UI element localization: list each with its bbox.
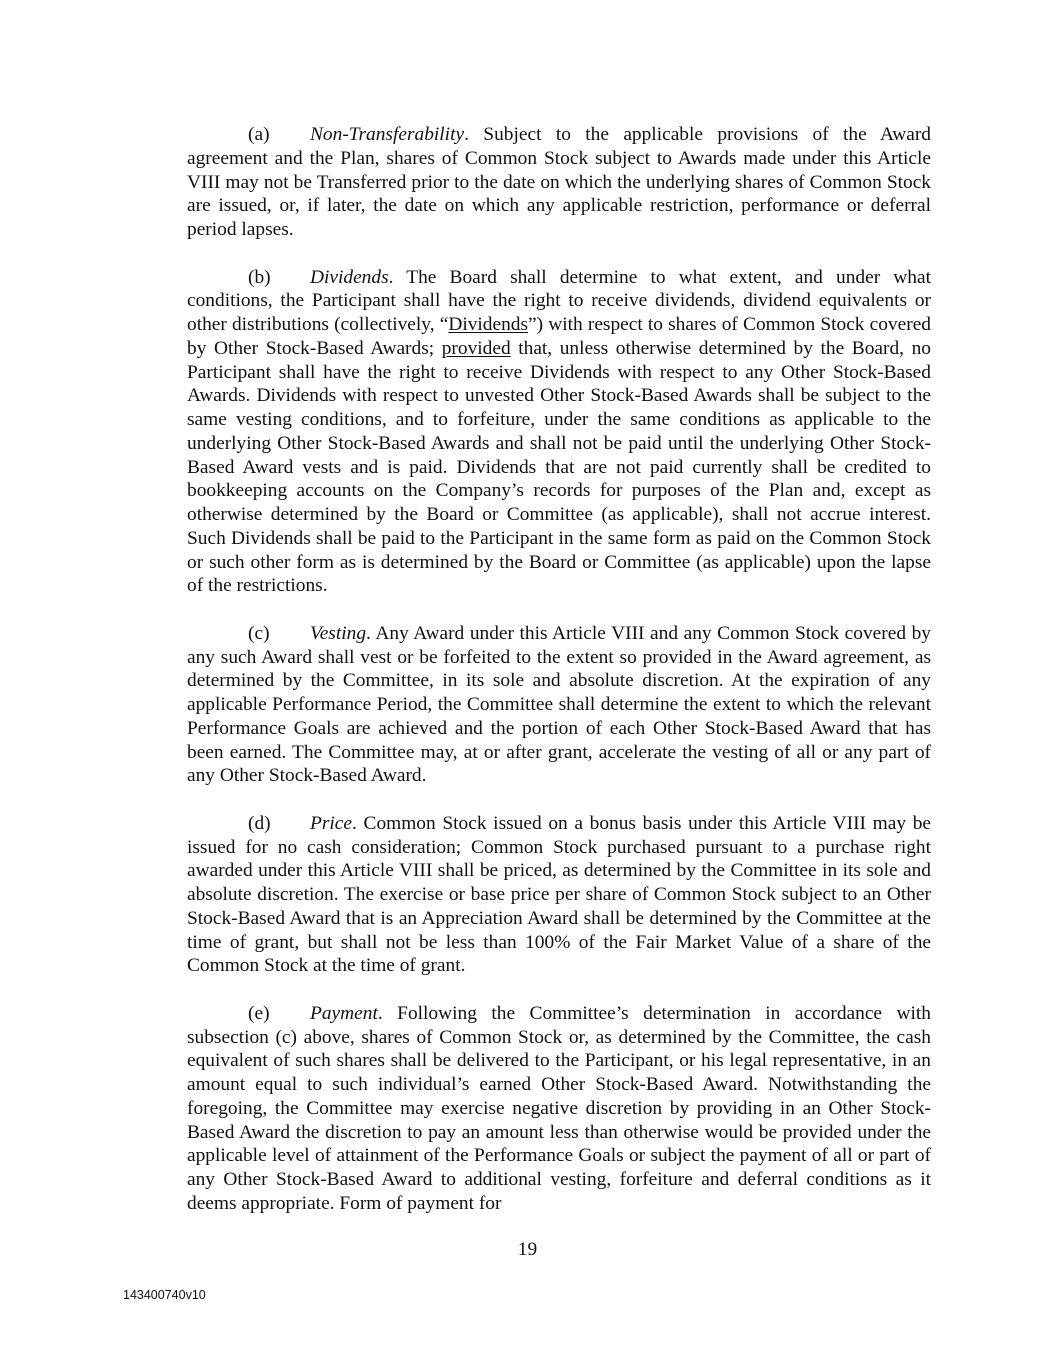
paragraph-non-transferability: (a) Non-Transferability. Subject to the applicable provisions of the Award agreement and the Plan, shares of Common Stock subject to Awards made under this Article VIII may not be Transferred prior to the date on which the underlying shares of Common Stock are issued, or, if later, the date on which any applicable restriction, performance or deferral period lapses. <box>187 124 931 240</box>
paragraph-text: Common Stock issued on a bonus basis under this Article VIII may be issued for no cash consideration; Common Stock purchased pursuant to a purchase right awarded under this Article VIII shall be priced, as determined by the Committee in its sole and absolute discretion. The exercise or base price per share of Common Stock subject to an Other Stock-Based Award that is an Appreciation Award shall be determined by the Committee at the time of grant, but shall not be less than 100% of the Fair Market Value of a share of the Common Stock at the time of grant. <box>187 812 932 977</box>
paragraph-label: (d) <box>248 812 271 834</box>
paragraph-text-part-1: The Board shall determine to what extent, and under what conditions, the Participant shall have the right to receive dividends, dividend equivalents or other distributions (collectively, “ <box>187 266 931 335</box>
paragraph-title: Non-Transferability <box>310 124 465 145</box>
paragraph-vesting: (c) Vesting. Any Award under this Article VIII and any Common Stock covered by any such Award shall vest or be forfeited to the extent so provided in the Award agreement, as determined by the Committee, in its sole and absolute discretion. At the expiration of any applicable Performance Period, the Committee shall determine the extent to which the relevant Performance Goals are achieved and the portion of each Other Stock-Based Award that has been earned. The Committee may, at or after grant, accelerate the vesting of all or any part of any Other Stock-Based Award. <box>187 622 931 787</box>
paragraph-label: (e) <box>248 1002 270 1024</box>
defined-term-dividends: Dividends <box>448 314 529 335</box>
paragraph-price: (d) Price. Common Stock issued on a bonus basis under this Article VIII may be issued for no cash consideration; Common Stock purchased pursuant to a purchase right awarded under this Article VIII shall be priced, as determined by the Committee in its sole and absolute discretion. The exercise or base price per share of Common Stock subject to an Other Stock-Based Award that is an Appreciation Award shall be determined by the Committee at the time of grant, but shall not be less than 100% of the Fair Market Value of a share of the Common Stock at the time of grant. <box>187 812 932 977</box>
paragraph-text: Subject to the applicable provisions of the Award agreement and the Plan, shares of Common Stock subject to Awards made under this Article VIII may not be Transferred prior to the date on which the underlying shares of Common Stock are issued, or, if later, the date on which any applicable restriction, performance or deferral period lapses. <box>187 124 931 240</box>
document-id: 143400740v10 <box>123 1288 206 1302</box>
paragraph-label: (c) <box>248 622 270 644</box>
document-body <box>187 123 931 1239</box>
paragraph-payment: (e) Payment. Following the Committee’s determination in accordance with subsection (c) above, shares of Common Stock or, as determined by the Committee, the cash equivalent of such shares shall be delivered to the Participant, or his legal representative, in an amount equal to such individual’s earned Other Stock-Based Award. Notwithstanding the foregoing, the Committee may exercise negative discretion by providing in an Other Stock-Based Award the discretion to pay an amount less than otherwise would be provided under the applicable level of attainment of the Performance Goals or subject the payment of all or part of any Other Stock-Based Award to additional vesting, forfeiture and deferral conditions as it deems appropriate. Form of payment for <box>187 1002 931 1214</box>
proviso-term: provided <box>441 337 511 359</box>
paragraph-title: Price <box>310 812 352 834</box>
paragraph-label: (b) <box>248 266 271 288</box>
paragraph-title: Payment <box>310 1002 378 1024</box>
paragraph-text-part-3: that, unless otherwise determined by the Board, no Participant shall have the right to receive Dividends with respect to any Other Stock-Based Awards. Dividends with respect to unvested Other Stock-Based Awards shall be subject to the same vesting conditions, and to forfeiture, under the same conditions as applicable to the underlying Other Stock-Based Awards and shall not be paid until the underlying Other Stock-Based Award vests and is paid. Dividends that are not paid currently shall be credited to bookkeeping accounts on the Company’s records for purposes of the Plan and, except as otherwise determined by the Board or Committee (as applicable), shall not accrue interest. Such Dividends shall be paid to the Participant in the same form as paid on the Common Stock or such other form as is determined by the Board or Committee (as applicable) upon the lapse of the restrictions. <box>187 337 931 597</box>
page-number: 19 <box>517 1239 538 1260</box>
paragraph-text: Following the Committee’s determination in accordance with subsection (c) above, shares of Common Stock or, as determined by the Committee, the cash equivalent of such shares shall be delivered to the Participant, or his legal representative, in an amount equal to such individual’s earned Other Stock-Based Award. Notwithstanding the foregoing, the Committee may exercise negative discretion by providing in an Other Stock-Based Award the discretion to pay an amount less than otherwise would be provided under the applicable level of attainment of the Performance Goals or subject the payment of all or part of any Other Stock-Based Award to additional vesting, forfeiture and deferral conditions as it deems appropriate. Form of payment for <box>187 1002 931 1214</box>
paragraph-text: Any Award under this Article VIII and any Common Stock covered by any such Award shall vest or be forfeited to the extent so provided in the Award agreement, as determined by the Committee, in its sole and absolute discretion. At the expiration of any applicable Performance Period, the Committee shall determine the extent to which the relevant Performance Goals are achieved and the portion of each Other Stock-Based Award that has been earned. The Committee may, at or after grant, accelerate the vesting of all or any part of any Other Stock-Based Award. <box>187 622 931 787</box>
paragraph-dividends: (b) Dividends. The Board shall determine to what extent, and under what conditions, the Participant shall have the right to receive dividends, dividend equivalents or other distributions (collectively, “Dividends”) with respect to shares of Common Stock covered by Other Stock-Based Awards; provided that, unless otherwise determined by the Board, no Participant shall have the right to receive Dividends with respect to any Other Stock-Based Awards. Dividends with respect to unvested Other Stock-Based Awards shall be subject to the same vesting conditions, and to forfeiture, under the same conditions as applicable to the underlying Other Stock-Based Awards and shall not be paid until the underlying Other Stock-Based Award vests and is paid. Dividends that are not paid currently shall be credited to bookkeeping accounts on the Company’s records for purposes of the Plan and, except as otherwise determined by the Board or Committee (as applicable), shall not accrue interest. Such Dividends shall be paid to the Participant in the same form as paid on the Common Stock or such other form as is determined by the Board or Committee (as applicable) upon the lapse of the restrictions. <box>187 266 931 597</box>
paragraph-title: Vesting <box>310 622 367 644</box>
paragraph-text-part-2: ”) with respect to shares of Common Stock covered by Other Stock-Based Awards; <box>187 314 931 359</box>
paragraph-label: (a) <box>248 124 270 145</box>
paragraph-title: Dividends <box>310 266 389 288</box>
